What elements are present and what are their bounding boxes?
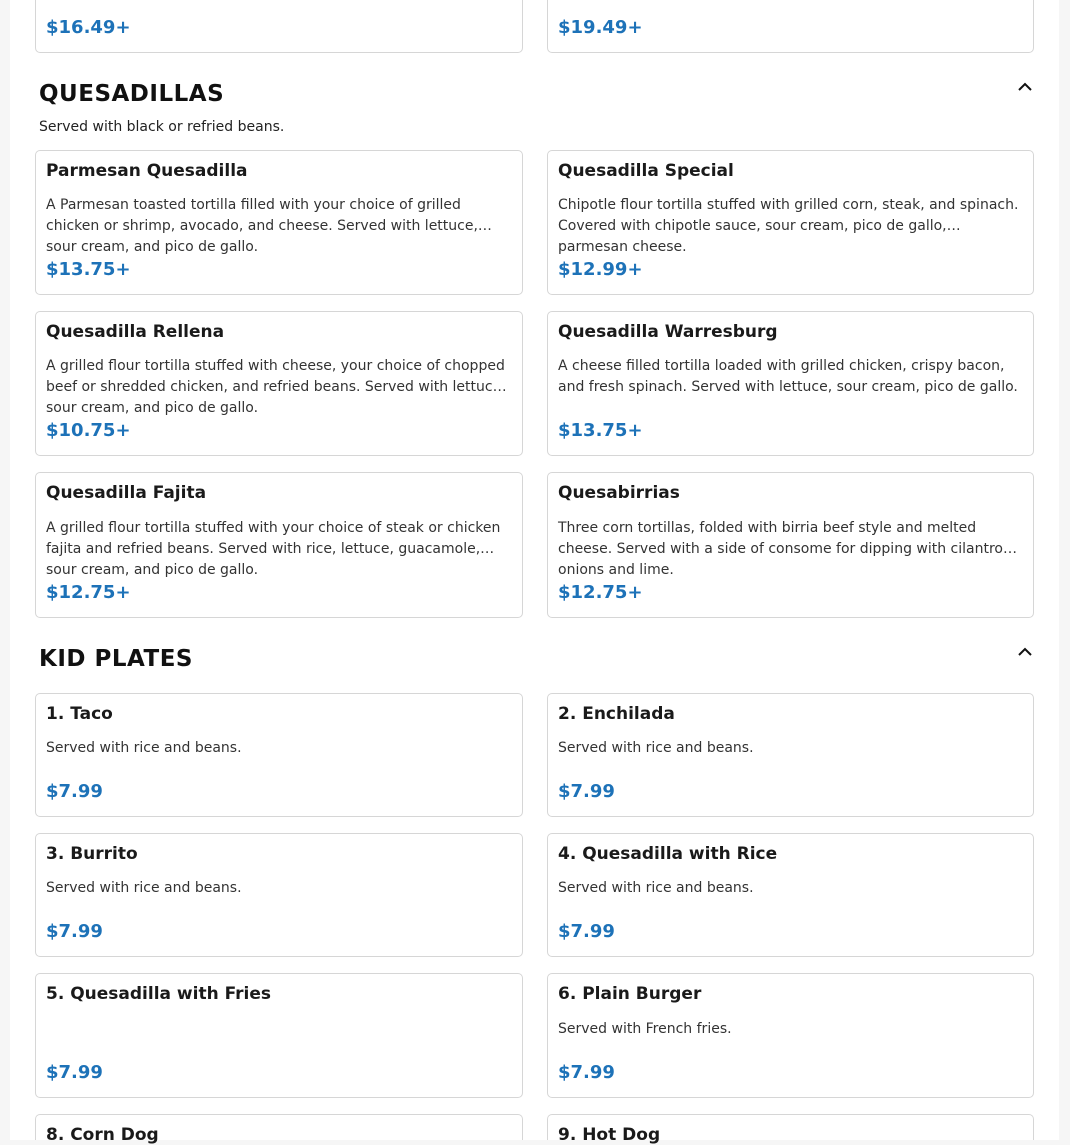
item-description: A Parmesan toasted tortilla filled with your choice of grilled chicken or shrimp, avocado, and cheese. Served with lettuce, sour cream, and pico de gallo. — [46, 197, 478, 255]
item-name: Quesadilla Warresburg — [558, 322, 778, 342]
section-title-quesadillas: QUESADILLAS — [39, 81, 225, 107]
menu-item-card[interactable] — [547, 833, 1034, 957]
item-name: Quesadilla Special — [558, 161, 734, 181]
item-name: 2. Enchilada — [558, 704, 675, 724]
item-name: 6. Plain Burger — [558, 984, 702, 1004]
menu-item-card[interactable] — [547, 973, 1034, 1098]
section-subtitle: Served with black or refried beans. — [39, 119, 285, 135]
item-name: 3. Burrito — [46, 844, 138, 864]
menu-item-card[interactable] — [35, 833, 523, 957]
menu-item-card[interactable] — [547, 1114, 1034, 1145]
item-name: Parmesan Quesadilla — [46, 161, 248, 181]
item-description: Served with French fries. — [558, 1021, 732, 1037]
item-price: $7.99 — [558, 921, 615, 942]
item-price: $13.75+ — [46, 259, 131, 280]
menu-item-card[interactable] — [547, 693, 1034, 817]
item-name: 5. Quesadilla with Fries — [46, 984, 271, 1004]
item-description: Three corn tortillas, folded with birria beef style and melted cheese. Served with a side of consome for dipping with cilantro, onions and lime. — [558, 520, 1008, 578]
item-price: $7.99 — [46, 921, 103, 942]
item-name: 1. Taco — [46, 704, 113, 724]
menu-item-card[interactable] — [35, 150, 523, 295]
item-description: A grilled flour tortilla stuffed with cheese, your choice of chopped beef or shredded chicken, and refried beans. Served with lettuce, sour cream, and pico de gallo. — [46, 358, 506, 416]
chevron-up-icon[interactable] — [1015, 642, 1035, 662]
menu-item-card[interactable] — [35, 693, 523, 817]
menu-item-card[interactable] — [35, 973, 523, 1098]
menu-item-card[interactable] — [35, 0, 523, 53]
menu-item-card[interactable] — [547, 311, 1034, 456]
item-price: $13.75+ — [558, 420, 643, 441]
item-description: A grilled flour tortilla stuffed with your choice of steak or chicken fajita and refried beans. Served with rice, lettuce, guacamole, sour cream, and pico de gallo. — [46, 520, 501, 578]
item-price: $12.99+ — [558, 259, 643, 280]
item-price: $7.99 — [46, 1062, 103, 1083]
item-description: Served with rice and beans. — [46, 880, 242, 896]
item-name: Quesadilla Rellena — [46, 322, 225, 342]
item-name: 8. Corn Dog — [46, 1125, 159, 1145]
item-name: 9. Hot Dog — [558, 1125, 661, 1145]
item-description: Served with rice and beans. — [46, 740, 242, 756]
item-price: $7.99 — [46, 781, 103, 802]
menu-item-card[interactable] — [35, 472, 523, 618]
item-description: Served with rice and beans. — [558, 740, 754, 756]
item-price: $7.99 — [558, 781, 615, 802]
item-name: Quesadilla Fajita — [46, 483, 207, 503]
item-name: Quesabirrias — [558, 483, 680, 503]
item-price: $7.99 — [558, 1062, 615, 1083]
item-description: Chipotle flour tortilla stuffed with grilled corn, steak, and spinach. Covered with chipotle sauce, sour cream, pico de gallo, parmesan cheese. — [558, 197, 1019, 255]
menu-item-card[interactable] — [35, 311, 523, 456]
item-description: A cheese filled tortilla loaded with grilled chicken, crispy bacon, and fresh spinach. Served with lettuce, sour cream, pico de gallo. — [558, 358, 1018, 395]
menu-item-card[interactable] — [547, 150, 1034, 295]
item-price: $19.49+ — [558, 17, 643, 38]
item-name: 4. Quesadilla with Rice — [558, 844, 778, 864]
item-price: $10.75+ — [46, 420, 131, 441]
menu-item-card[interactable] — [35, 1114, 523, 1145]
menu-page — [10, 0, 1059, 1145]
item-price: $12.75+ — [558, 582, 643, 603]
item-description: Served with rice and beans. — [558, 880, 754, 896]
item-price: $12.75+ — [46, 582, 131, 603]
chevron-up-icon[interactable] — [1015, 77, 1035, 97]
section-title-kid-plates: KID PLATES — [39, 646, 193, 672]
item-price: $16.49+ — [46, 17, 131, 38]
menu-item-card[interactable] — [547, 472, 1034, 618]
menu-item-card[interactable] — [547, 0, 1034, 53]
